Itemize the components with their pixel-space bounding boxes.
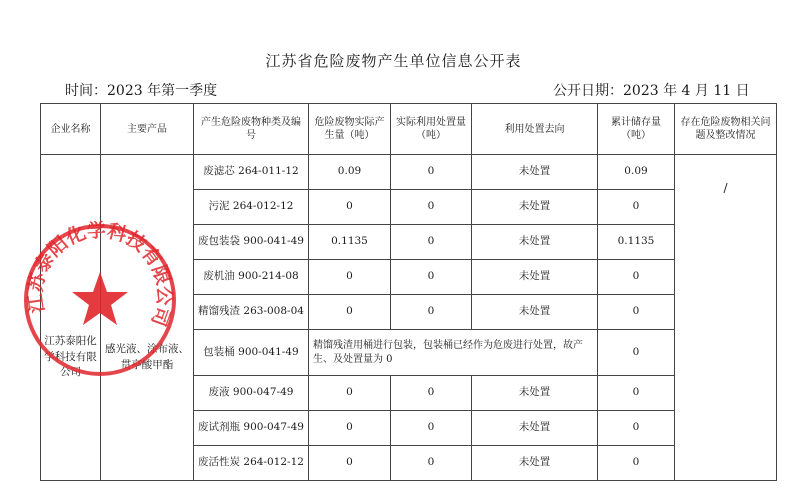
disposal-destination: 未处置 xyxy=(472,225,598,260)
stored-amount: 0 xyxy=(598,295,675,330)
disposed-amount: 0 xyxy=(391,446,472,481)
hazardous-waste-table xyxy=(40,103,777,481)
table-header-row xyxy=(41,104,777,155)
generated-amount: 0 xyxy=(309,376,391,411)
header-destination: 利用处置去向 xyxy=(472,104,598,155)
stored-amount: 0 xyxy=(598,330,675,376)
reporting-period: 时间：2023 年第一季度 xyxy=(65,83,218,99)
company-name-cell xyxy=(41,155,101,481)
header-remarks: 存在危险废物相关问题及整改情况 xyxy=(675,104,777,155)
products-cell xyxy=(101,155,194,481)
generated-amount: 0 xyxy=(309,260,391,295)
disposed-amount: 0 xyxy=(391,376,472,411)
waste-type: 污泥 264-012-12 xyxy=(194,190,309,225)
header-disposed: 实际利用处置量（吨） xyxy=(391,104,472,155)
waste-type: 废滤芯 264-011-12 xyxy=(194,155,309,190)
remarks-cell xyxy=(675,155,777,481)
disposal-destination: 未处置 xyxy=(472,155,598,190)
generated-amount: 0.09 xyxy=(309,155,391,190)
table-row xyxy=(41,155,777,190)
stored-amount: 0 xyxy=(598,190,675,225)
waste-type: 精馏残渣 263-008-04 xyxy=(194,295,309,330)
publish-date: 公开日期：2023 年 4 月 11 日 xyxy=(553,83,750,99)
waste-type: 废活性炭 264-012-12 xyxy=(194,446,309,481)
disposal-destination: 未处置 xyxy=(472,446,598,481)
disposed-amount: 0 xyxy=(391,190,472,225)
disposal-destination: 未处置 xyxy=(472,190,598,225)
disposed-amount: 0 xyxy=(391,411,472,446)
waste-type: 废液 900-047-49 xyxy=(194,376,309,411)
stored-amount: 0.1135 xyxy=(598,225,675,260)
disposal-destination: 未处置 xyxy=(472,411,598,446)
disposed-amount: 0 xyxy=(391,295,472,330)
disposal-destination: 未处置 xyxy=(472,376,598,411)
stored-amount: 0 xyxy=(598,260,675,295)
header-products: 主要产品 xyxy=(101,104,194,155)
disposed-amount: 0 xyxy=(391,225,472,260)
waste-type: 废试剂瓶 900-047-49 xyxy=(194,411,309,446)
stored-amount: 0 xyxy=(598,446,675,481)
packaging-note: 精馏残渣用桶进行包装，包装桶已经作为危废进行处置，故产生、及处置量为 0 xyxy=(309,330,598,376)
disposed-amount: 0 xyxy=(391,260,472,295)
stored-amount: 0 xyxy=(598,376,675,411)
generated-amount: 0 xyxy=(309,190,391,225)
main-products: 感光液、涂布液、贯亭酸甲酯 xyxy=(105,342,189,371)
company-name: 江苏泰阳化学科技有限公司 xyxy=(44,334,97,379)
generated-amount: 0 xyxy=(309,295,391,330)
waste-type: 废机油 900-214-08 xyxy=(194,260,309,295)
generated-amount: 0.1135 xyxy=(309,225,391,260)
seal-text: 江苏泰阳化学科技有限公司 xyxy=(25,220,175,329)
disposed-amount: 0 xyxy=(391,155,472,190)
header-generated: 危险废物实际产生量（吨） xyxy=(309,104,391,155)
waste-type: 包装桶 900-041-49 xyxy=(194,330,309,376)
stored-amount: 0.09 xyxy=(598,155,675,190)
generated-amount: 0 xyxy=(309,411,391,446)
header-waste-type: 产生危险废物种类及编号 xyxy=(194,104,309,155)
page-title: 江苏省危险废物产生单位信息公开表 xyxy=(265,52,522,70)
header-stored: 累计储存量（吨） xyxy=(598,104,675,155)
header-company: 企业名称 xyxy=(41,104,101,155)
disposal-destination: 未处置 xyxy=(472,260,598,295)
remarks-value: / xyxy=(723,181,728,195)
generated-amount: 0 xyxy=(309,446,391,481)
stored-amount: 0 xyxy=(598,411,675,446)
disposal-destination: 未处置 xyxy=(472,295,598,330)
waste-type: 废包装袋 900-041-49 xyxy=(194,225,309,260)
